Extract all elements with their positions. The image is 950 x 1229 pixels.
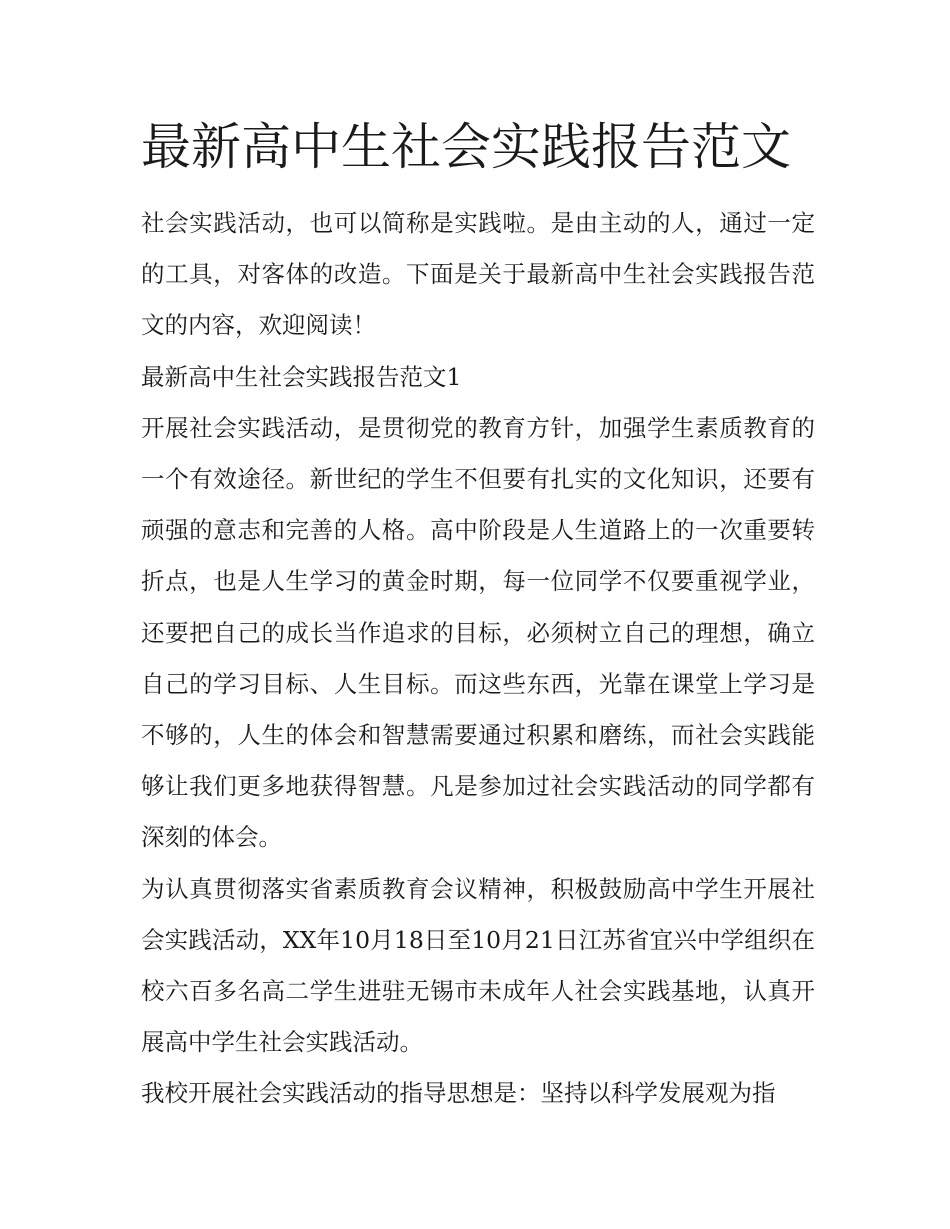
section-heading: 最新高中生社会实践报告范文1 <box>141 362 462 391</box>
document-body <box>141 198 815 1120</box>
body-paragraph-2: 为认真贯彻落实省素质教育会议精神，积极鼓励高中学生开展社会实践活动，XX年10月18日至10月21日江苏省宜兴中学组织在校六百多名高二学生进驻无锡市未成年人社会实践基地，认真开展高中学生社会实践活动。 <box>141 874 815 1057</box>
body-paragraph-3: 我校开展社会实践活动的指导思想是：坚持以科学发展观为指 <box>141 1079 776 1108</box>
document-content <box>141 110 815 1120</box>
intro-paragraph: 社会实践活动，也可以简称是实践啦。是由主动的人，通过一定的工具，对客体的改造。下面是关于最新高中生社会实践报告范文的内容，欢迎阅读！ <box>141 209 815 340</box>
body-paragraph-1: 开展社会实践活动，是贯彻党的教育方针，加强学生素质教育的一个有效途径。新世纪的学生不但要有扎实的文化知识，还要有顽强的意志和完善的人格。高中阶段是人生道路上的一次重要转折点，也是人生学习的黄金时期，每一位同学不仅要重视学业，还要把自己的成长当作追求的目标，必须树立自己的理想，确立自己的学习目标、人生目标。而这些东西，光靠在课堂上学习是不够的，人生的体会和智慧需要通过积累和磨练，而社会实践能够让我们更多地获得智慧。凡是参加过社会实践活动的同学都有深刻的体会。 <box>141 413 815 852</box>
document-title: 最新高中生社会实践报告范文 <box>141 118 791 176</box>
